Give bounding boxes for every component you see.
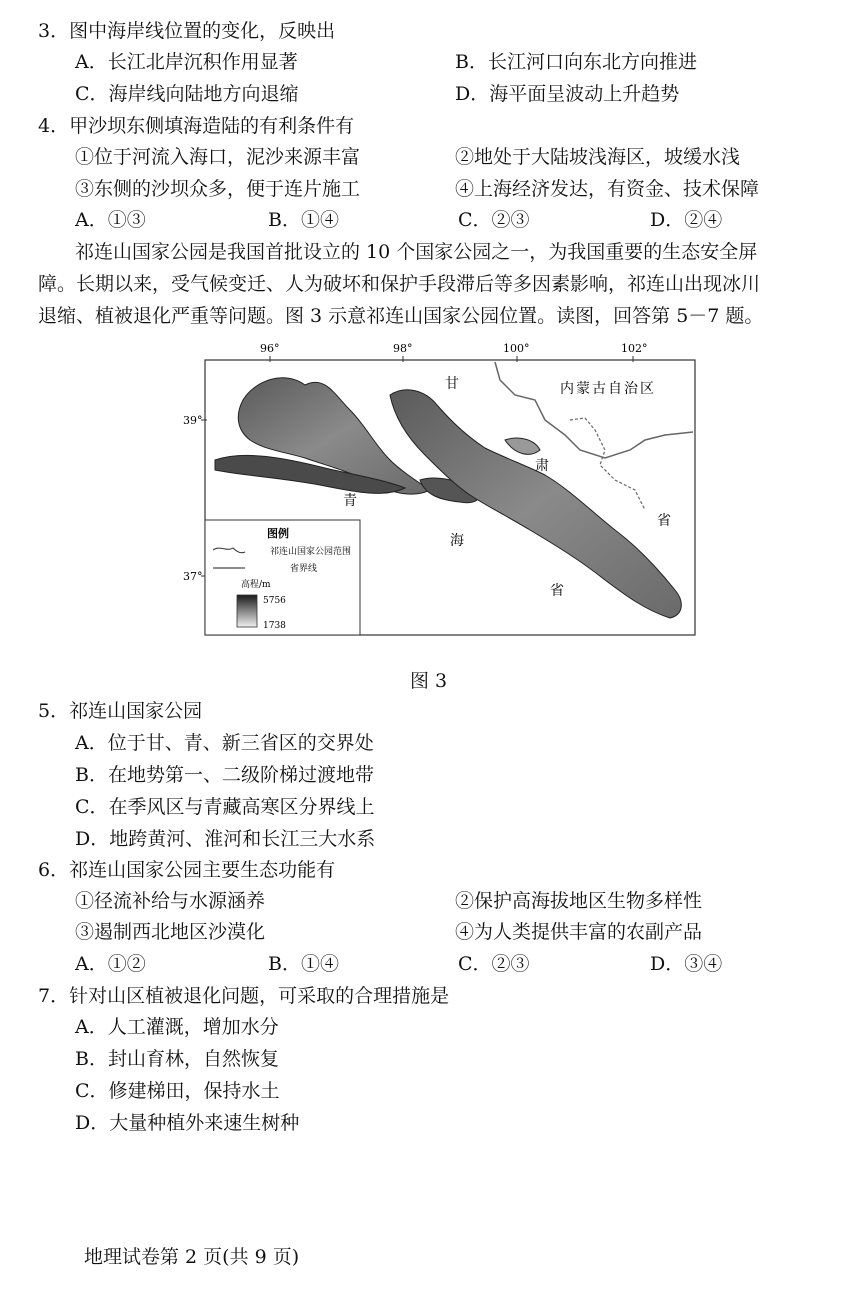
place-su: 肃 [535, 458, 549, 474]
place-sheng-qinghai: 省 [550, 583, 564, 599]
q4-item-1: ①位于河流入海口，泥沙来源丰富 [75, 146, 361, 168]
q4-option-a: A．①③ [75, 209, 146, 231]
q4-stem: 4．甲沙坝东侧填海造陆的有利条件有 [38, 115, 355, 137]
q6-option-d: D．③④ [650, 953, 723, 975]
q6-item-3: ③遏制西北地区沙漠化 [75, 921, 266, 943]
q4-item-2: ②地处于大陆坡浅海区，坡缓水浅 [455, 146, 741, 168]
q6-item-4: ④为人类提供丰富的农副产品 [455, 921, 703, 943]
lat-39: 39° [183, 414, 203, 427]
q6-stem: 6．祁连山国家公园主要生态功能有 [38, 859, 336, 881]
q7-option-b: B．封山育林，自然恢复 [75, 1048, 279, 1070]
q5-option-b: B．在地势第一、二级阶梯过渡地带 [75, 764, 374, 786]
q7-stem: 7．针对山区植被退化问题，可采取的合理措施是 [38, 985, 450, 1007]
lat-37: 37° [183, 570, 203, 583]
q4-item-4: ④上海经济发达，有资金、技术保障 [455, 178, 760, 200]
legend-park-label: 祁连山国家公园范围 [270, 547, 352, 557]
q6-option-c: C．②③ [458, 953, 530, 975]
place-sheng-gansu: 省 [657, 513, 671, 529]
q3-option-a: A．长江北岸沉积作用显著 [75, 51, 298, 73]
q6-item-2: ②保护高海拔地区生物多样性 [455, 890, 703, 912]
qilian-map [175, 340, 715, 640]
q3-stem: 3．图中海岸线位置的变化，反映出 [38, 20, 336, 42]
q6-option-b: B．①④ [268, 953, 339, 975]
q5-stem: 5．祁连山国家公园 [38, 700, 203, 722]
q3-option-b: B．长江河口向东北方向推进 [455, 51, 697, 73]
q7-option-a: A．人工灌溉，增加水分 [75, 1016, 279, 1038]
lon-96: 96° [260, 342, 280, 355]
legend-elev-min: 1738 [263, 621, 286, 631]
q6-option-a: A．①② [75, 953, 146, 975]
lon-102: 102° [621, 342, 648, 355]
lon-98: 98° [393, 342, 413, 355]
passage-line-1: 祁连山国家公园是我国首批设立的 10 个国家公园之一，为我国重要的生态安全屏 [75, 241, 758, 263]
place-gan: 甘 [445, 376, 459, 392]
q3-option-c: C．海岸线向陆地方向退缩 [75, 83, 299, 105]
legend-elev-bar [237, 595, 257, 627]
map-legend [205, 520, 360, 635]
q7-option-c: C．修建梯田，保持水土 [75, 1080, 280, 1102]
q4-option-d: D．②④ [650, 209, 723, 231]
passage-line-2: 障。长期以来，受气候变迁、人为破坏和保护手段滞后等多因素影响，祁连山出现冰川 [38, 273, 761, 295]
q5-option-d: D．地跨黄河、淮河和长江三大水系 [75, 828, 376, 850]
figure-caption: 图 3 [410, 670, 448, 692]
q7-option-d: D．大量种植外来速生树种 [75, 1112, 300, 1134]
place-neimenggu: 内蒙古自治区 [560, 381, 656, 397]
passage-line-3: 退缩、植被退化严重等问题。图 3 示意祁连山国家公园位置。读图，回答第 5－7 题。 [38, 305, 764, 327]
legend-elev-label: 高程/m [241, 580, 271, 590]
legend-elev-max: 5756 [263, 596, 286, 606]
page-footer: 地理试卷第 2 页(共 9 页) [84, 1246, 300, 1268]
q4-item-3: ③东侧的沙坝众多，便于连片施工 [75, 178, 361, 200]
q5-option-a: A．位于甘、青、新三省区的交界处 [75, 732, 374, 754]
lon-100: 100° [503, 342, 530, 355]
place-hai: 海 [450, 533, 464, 549]
q5-option-c: C．在季风区与青藏高寒区分界线上 [75, 796, 375, 818]
legend-title: 图例 [267, 527, 289, 540]
q3-option-d: D．海平面呈波动上升趋势 [455, 83, 680, 105]
q4-option-c: C．②③ [458, 209, 530, 231]
legend-border-label: 省界线 [290, 564, 318, 574]
q6-item-1: ①径流补给与水源涵养 [75, 890, 266, 912]
place-qing: 青 [343, 493, 357, 509]
q4-option-b: B．①④ [268, 209, 339, 231]
